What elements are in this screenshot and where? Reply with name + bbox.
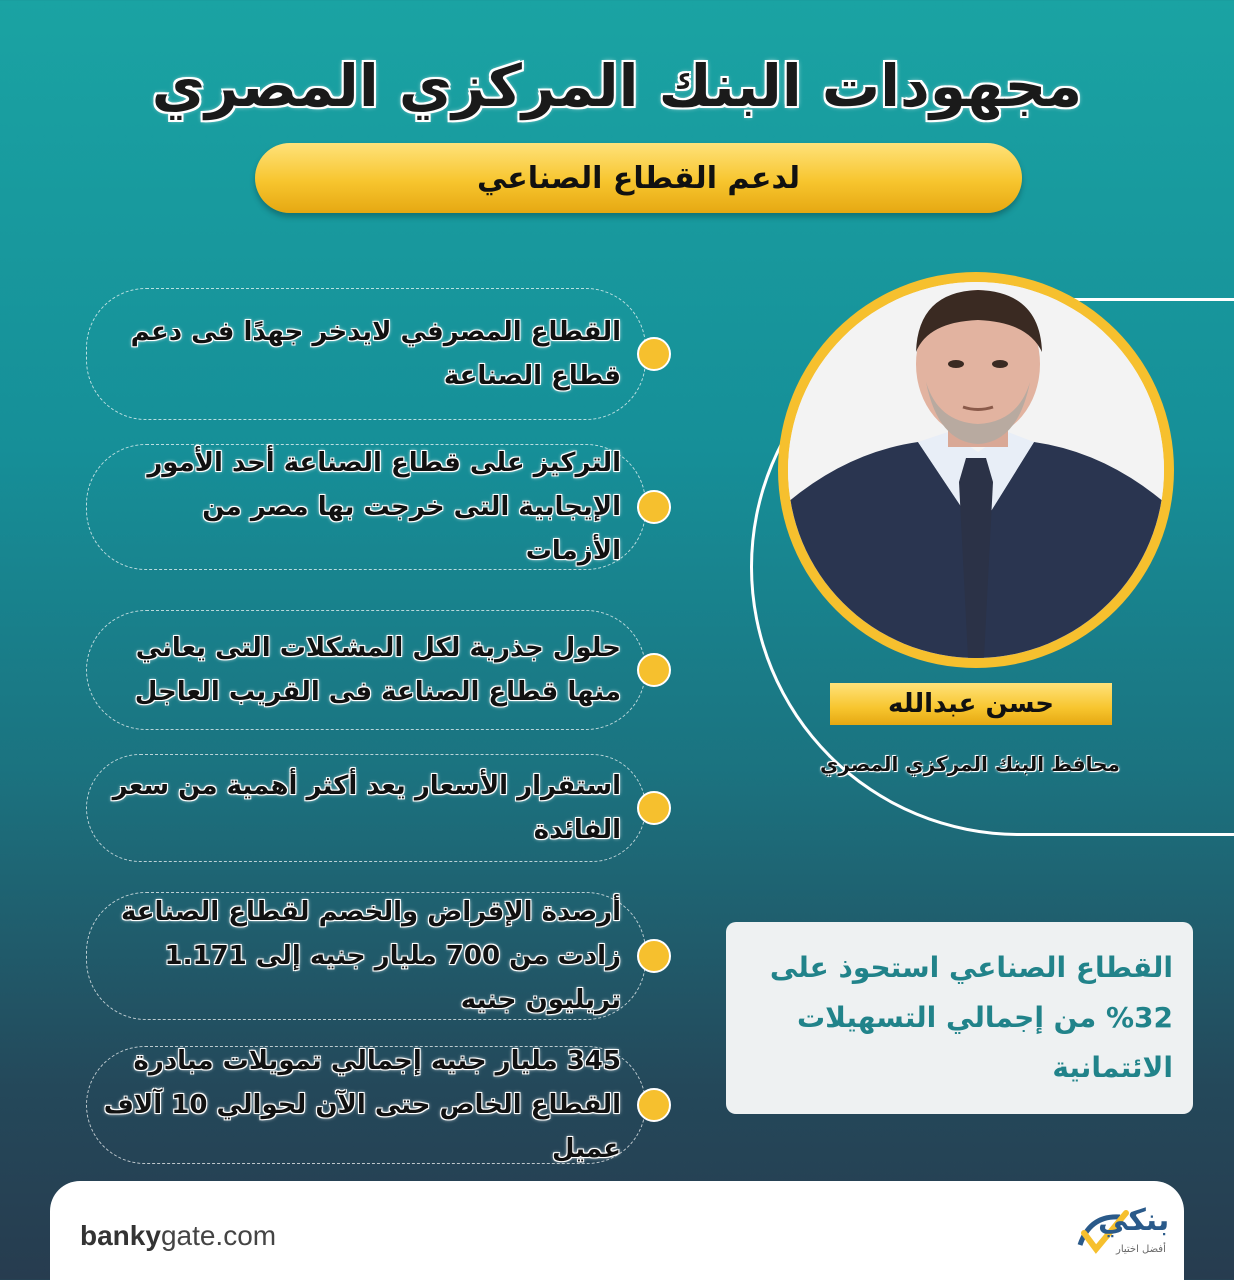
page-title: مجهودات البنك المركزي المصري [151, 52, 1083, 120]
point-text: القطاع المصرفي لايدخر جهدًا فى دعم قطاع الصناعة [130, 317, 621, 391]
subtitle-banner [255, 143, 1022, 213]
site-brand: banky [80, 1220, 161, 1251]
portrait-photo [788, 282, 1164, 658]
bullet-dot-icon [637, 791, 671, 825]
stat-text: القطاع الصناعي استحوذ على 32% من إجمالي التسهيلات الائتمانية [769, 951, 1173, 1084]
website-link[interactable] [80, 1220, 276, 1252]
bullet-dot-icon [637, 490, 671, 524]
point-text: التركيز على قطاع الصناعة أحد الأمور الإيجابية التى خرجت بها مصر من الأزمات [147, 448, 621, 566]
bullet-dot-icon [637, 653, 671, 687]
point-item [86, 444, 646, 570]
point-text: أرصدة الإقراض والخصم لقطاع الصناعة زادت من 700 مليار جنيه إلى 1.171 تريليون جنيه [120, 897, 621, 1015]
person-name-bar [830, 683, 1112, 725]
point-text: 345 مليار جنيه إجمالي تمويلات مبادرة القطاع الخاص حتى الآن لحوالي 10 آلاف عميل [103, 1046, 621, 1164]
point-item [86, 892, 646, 1020]
point-item [86, 754, 646, 862]
point-item [86, 288, 646, 420]
point-text: حلول جذرية لكل المشكلات التى يعاني منها قطاع الصناعة فى القريب العاجل [134, 633, 621, 707]
bullet-dot-icon [637, 1088, 671, 1122]
bullet-dot-icon [637, 939, 671, 973]
person-role: محافظ البنك المركزي المصري [820, 752, 1120, 776]
person-photo-icon [788, 282, 1164, 658]
stat-box [726, 922, 1193, 1114]
bullet-dot-icon [637, 337, 671, 371]
point-text: استقرار الأسعار يعد أكثر أهمية من سعر الفائدة [112, 771, 621, 845]
logo-text: بنكي [1098, 1203, 1170, 1238]
site-rest: gate.com [160, 1220, 277, 1251]
logo-subtext: أفضل اختيار [1116, 1244, 1166, 1255]
subtitle-text: لدعم القطاع الصناعي [476, 160, 801, 196]
person-name: حسن عبدالله [887, 689, 1055, 719]
point-item [86, 1046, 646, 1164]
point-item [86, 610, 646, 730]
